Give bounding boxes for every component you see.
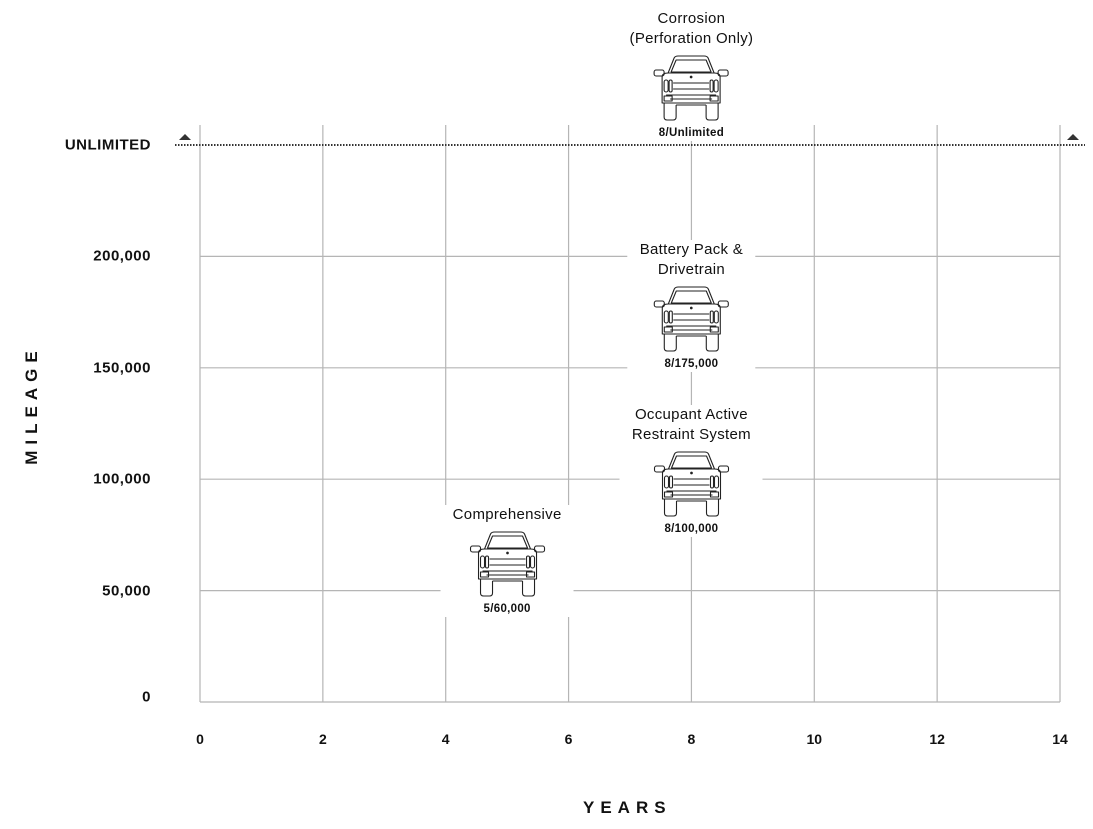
y-tick-label: 100,000: [93, 470, 151, 488]
y-tick-label: 200,000: [93, 247, 151, 265]
warranty-item-value: 8/100,000: [664, 523, 719, 535]
x-tick-label: 10: [806, 731, 823, 747]
x-tick-label: 14: [1052, 731, 1068, 747]
truck-front-icon: [630, 53, 754, 123]
warranty-item: [618, 9, 766, 141]
warranty-item: [628, 240, 755, 372]
y-tick-label: UNLIMITED: [64, 136, 151, 154]
unlimited-arrow-right-icon: [1067, 134, 1079, 140]
x-tick-label: 2: [318, 731, 327, 747]
truck-front-icon: [640, 284, 743, 354]
y-tick-label: 0: [142, 688, 151, 706]
x-tick-label: 8: [687, 731, 696, 747]
x-tick-label: 6: [564, 731, 573, 747]
warranty-item: [620, 405, 763, 537]
warranty-item-value: 8/Unlimited: [658, 127, 725, 139]
warranty-item-value: 8/175,000: [664, 358, 719, 370]
warranty-item: [441, 505, 574, 617]
unlimited-arrow-left-icon: [179, 134, 191, 140]
warranty-item-title: Drivetrain: [657, 261, 726, 278]
x-axis-title: YEARS: [583, 798, 672, 817]
x-tick-label: 0: [196, 731, 204, 747]
warranty-item-title: Occupant Active: [634, 406, 748, 423]
y-tick-label: 150,000: [93, 359, 151, 377]
warranty-item-value: 5/60,000: [483, 603, 531, 615]
warranty-item-title: Corrosion: [657, 10, 726, 27]
x-tick-label: 4: [441, 731, 450, 747]
y-tick-label: 50,000: [102, 582, 151, 600]
y-axis-title: MILEAGE: [22, 345, 41, 465]
x-tick-label: 12: [929, 731, 945, 747]
truck-front-icon: [632, 449, 751, 519]
warranty-item-title: Battery Pack &: [639, 241, 744, 258]
warranty-item-title: Comprehensive: [452, 506, 562, 523]
warranty-item-title: (Perforation Only): [629, 30, 754, 47]
truck-front-icon: [453, 529, 562, 599]
warranty-item-title: Restraint System: [631, 426, 751, 443]
